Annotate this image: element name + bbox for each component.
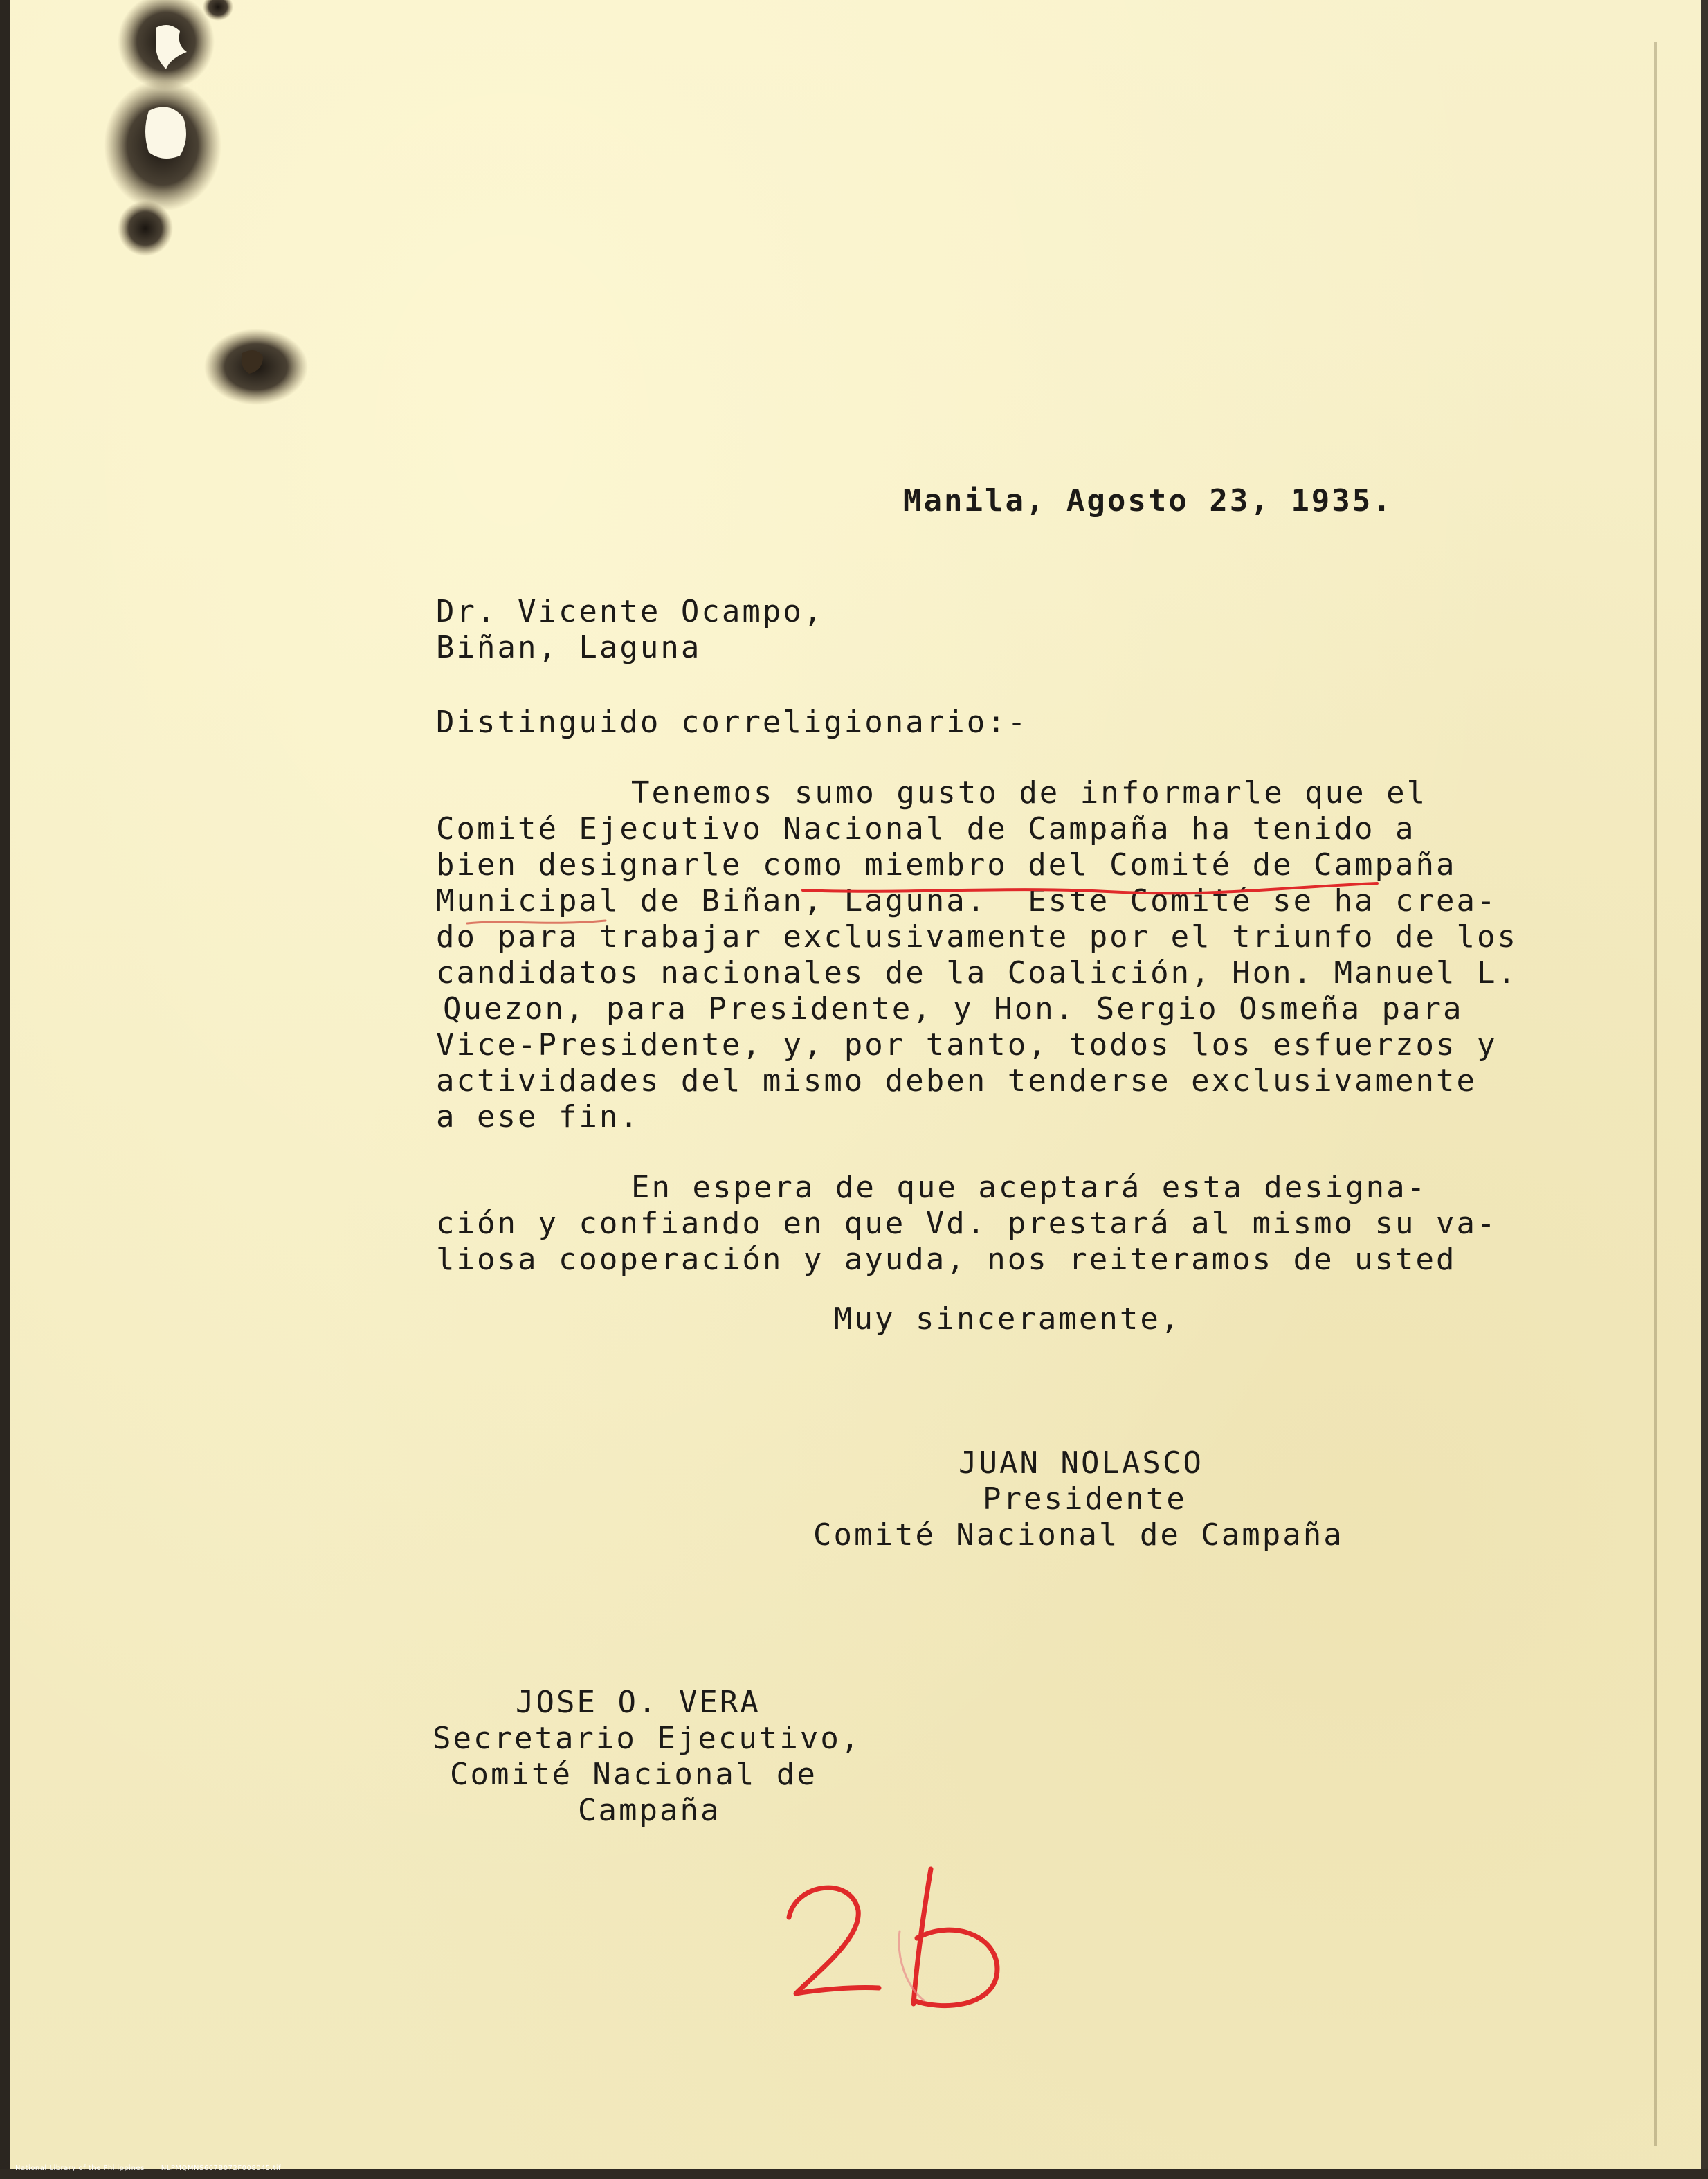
paragraph-line: ción y confiando en que Vd. prestará al mismo su va- <box>436 1206 1498 1241</box>
paragraph-line: Vice-Presidente, y, por tanto, todos los esfuerzos y <box>436 1027 1498 1063</box>
scan-footer <box>15 2164 298 2172</box>
paragraph-line: Tenemos sumo gusto de informarle que el <box>631 775 1428 811</box>
signatory-name: JUAN NOLASCO <box>959 1445 1203 1481</box>
salutation: Distinguido correligionario:- <box>436 705 1028 740</box>
cosignatory-org-line2: Campaña <box>578 1793 721 1828</box>
red-pencil-underline <box>796 874 1384 901</box>
scan-edge-left <box>0 0 10 2179</box>
burn-damage <box>97 0 318 429</box>
paragraph-line: bien designarle como miembro del Comité de Campaña <box>436 847 1457 883</box>
scan-edge-right <box>1701 0 1708 2179</box>
paragraph-line: actividades del mismo deben tenderse exclusivamente <box>436 1063 1478 1098</box>
signatory-title: Presidente <box>983 1481 1187 1517</box>
file-name: NLPMQMNS607B072F008045.tif <box>161 2164 282 2172</box>
closing: Muy sinceramente, <box>834 1301 1181 1337</box>
recipient-place: Biñan, Laguna <box>436 630 702 665</box>
paper-fold-line <box>1654 42 1657 2146</box>
cosignatory-title: Secretario Ejecutivo, <box>433 1721 862 1756</box>
cosignatory-org-line1: Comité Nacional de <box>450 1757 817 1792</box>
recipient-name: Dr. Vicente Ocampo, <box>436 594 824 629</box>
paragraph-line: Quezon, para Presidente, y Hon. Sergio Osmeña para <box>443 991 1464 1027</box>
paragraph-line: a ese fin. <box>436 1099 640 1134</box>
red-pencil-strike <box>464 911 609 932</box>
paragraph-line: En espera de que aceptará esta designa- <box>631 1170 1428 1205</box>
paragraph-line: Municipal de Biñan, Laguna. Este Comité se ha crea- <box>436 883 1498 919</box>
paragraph-line: Comité Ejecutivo Nacional de Campaña ha tenido a <box>436 811 1416 847</box>
paragraph-line: liosa cooperación y ayuda, nos reiteramos de usted <box>436 1242 1457 1277</box>
archive-label: National Library of the Philippines <box>15 2164 145 2172</box>
signatory-org: Comité Nacional de Campaña <box>813 1517 1344 1553</box>
handwritten-annotation <box>775 1855 1024 2021</box>
dateline: Manila, Agosto 23, 1935. <box>903 483 1393 518</box>
paragraph-line: do para trabajar exclusivamente por el triunfo de los <box>436 919 1518 955</box>
cosignatory-name: JOSE O. VERA <box>516 1685 761 1720</box>
paragraph-line: candidatos nacionales de la Coalición, Hon. Manuel L. <box>436 955 1518 991</box>
